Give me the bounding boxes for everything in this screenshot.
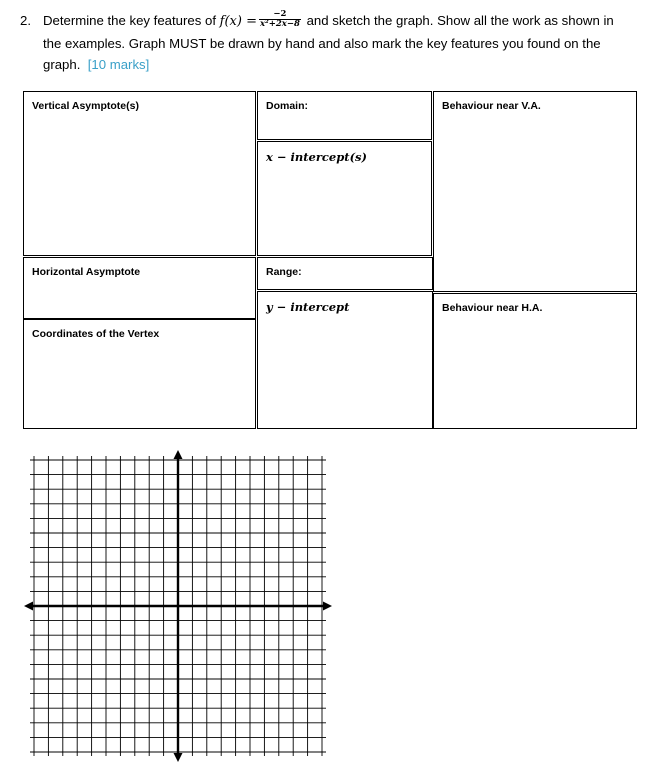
vertical-asymptote-label: Vertical Asymptote(s)	[32, 100, 139, 112]
range-label: Range:	[266, 266, 302, 278]
question-line-2: the examples. Graph MUST be drawn by hand and also mark the key features you found on the	[43, 36, 601, 51]
question-number: 2.	[20, 13, 31, 28]
y-axis-up-arrow-icon	[174, 450, 183, 459]
function-lhs: f(x) =	[219, 14, 257, 29]
vertical-asymptote-box[interactable]	[23, 91, 256, 256]
function-fraction	[259, 10, 301, 29]
marks-label: [10 marks]	[87, 57, 150, 72]
x-intercept-label: x − intercept(s)	[266, 150, 367, 164]
behaviour-ha-box[interactable]	[433, 293, 637, 429]
question-text-before: Determine the key features of	[43, 13, 220, 28]
y-intercept-label: y − intercept	[266, 300, 350, 314]
question-line-1	[43, 10, 614, 33]
fraction-numerator: −2	[259, 10, 301, 20]
vertex-label: Coordinates of the Vertex	[32, 328, 160, 340]
behaviour-va-box[interactable]	[433, 91, 637, 292]
range-box[interactable]	[257, 257, 433, 290]
question-text-after: and sketch the graph. Show all the work as shown in	[302, 13, 614, 28]
x-intercept-box[interactable]	[257, 141, 432, 256]
question-line-3	[43, 54, 149, 76]
vertex-box[interactable]	[23, 319, 256, 429]
behaviour-ha-label: Behaviour near H.A.	[442, 302, 543, 314]
behaviour-va-label: Behaviour near V.A.	[442, 100, 541, 112]
domain-label: Domain:	[266, 100, 308, 112]
horizontal-asymptote-box[interactable]	[23, 257, 256, 319]
y-intercept-box[interactable]	[257, 291, 433, 429]
coordinate-grid[interactable]	[22, 448, 334, 764]
y-axis-down-arrow-icon	[174, 753, 183, 762]
question-line-3-text: graph.	[43, 57, 81, 72]
fraction-denominator: x²+2x−8	[259, 19, 300, 30]
domain-box[interactable]	[257, 91, 432, 140]
grid-svg[interactable]	[22, 448, 334, 764]
horizontal-asymptote-label: Horizontal Asymptote	[32, 266, 141, 278]
x-axis-left-arrow-icon	[24, 602, 33, 611]
x-axis-right-arrow-icon	[323, 602, 332, 611]
